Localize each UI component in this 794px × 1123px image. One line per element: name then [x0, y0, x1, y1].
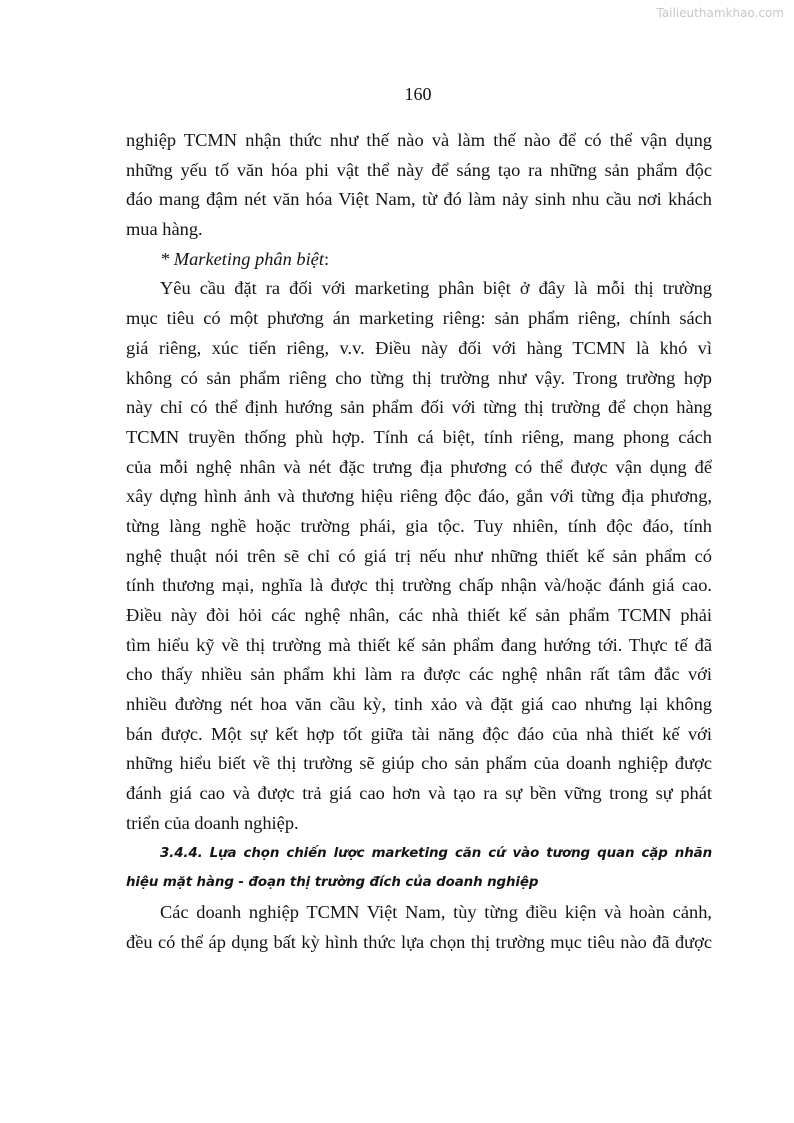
text-line: những hiểu biết về thị trường sẽ giúp cho sản phẩm của doanh nghiệp được	[126, 753, 712, 774]
section-heading-3-4-4	[126, 839, 712, 898]
text-line: mua hàng.	[126, 219, 203, 240]
paragraph-1	[126, 126, 712, 245]
section-heading-line: hiệu mặt hàng - đoạn thị trường đích của doanh nghiệp	[126, 875, 539, 891]
text-line: đều có thể áp dụng bất kỳ hình thức lựa chọn thị trường mục tiêu nào đã được	[126, 931, 712, 952]
text-line: giá riêng, xúc tiến riêng, v.v. Điều này đối với hàng TCMN là khó vì	[126, 337, 712, 358]
text-line: nghiệp TCMN nhận thức như thế nào và làm thế nào để có thể vận dụng	[126, 130, 712, 150]
subheading-text: * Marketing phân biệt	[160, 248, 324, 269]
text-line: cho thấy nhiều sản phẩm khi làm ra được các nghệ nhân rất tâm đắc với	[126, 664, 712, 685]
paragraph-2	[126, 274, 712, 838]
text-line: nhiều đường nét hoa văn cầu kỳ, tinh xảo và đặt giá cao nhưng lại không	[126, 694, 712, 715]
text-line: mục tiêu có một phương án marketing riêng: sản phẩm riêng, chính sách	[126, 308, 712, 329]
text-line: này chỉ có thể định hướng sản phẩm đối với từng thị trường để chọn hàng	[126, 397, 712, 418]
text-line: những yếu tố văn hóa phi vật thể này để sáng tạo ra những sản phẩm độc	[126, 159, 712, 180]
text-line: Các doanh nghiệp TCMN Việt Nam, tùy từng điều kiện và hoàn cảnh,	[160, 901, 712, 922]
text-line: không có sản phẩm riêng cho từng thị trường như vậy. Trong trường hợp	[126, 367, 712, 388]
paragraph-3	[126, 898, 712, 957]
page-number: 160	[404, 84, 432, 104]
document-body	[126, 126, 712, 957]
text-line: Yêu cầu đặt ra đối với marketing phân biệt ở đây là mỗi thị trường	[160, 278, 712, 299]
text-line: xây dựng hình ảnh và thương hiệu riêng độc đáo, gắn với từng địa phương,	[126, 486, 712, 507]
text-line: nghệ thuật nói trên sẽ chỉ có giá trị nếu như những thiết kế sản phẩm có	[126, 545, 712, 566]
text-line: tính thương mại, nghĩa là được thị trường chấp nhận và/hoặc đánh giá cao.	[126, 575, 712, 596]
text-line: triển của doanh nghiệp.	[126, 812, 299, 833]
text-line: đáo mang đậm nét văn hóa Việt Nam, từ đó làm nảy sinh nhu cầu nơi khách	[126, 189, 712, 210]
text-line: đánh giá cao và được trả giá cao hơn và tạo ra sự bền vững trong sự phát	[126, 783, 712, 804]
text-line: từng làng nghề hoặc trường phái, gia tộc. Tuy nhiên, tính độc đáo, tính	[126, 515, 712, 536]
text-line: tìm hiểu kỹ về thị trường mà thiết kế sản phẩm đang hướng tới. Thực tế đã	[126, 634, 712, 655]
subheading-marketing-phan-biet	[126, 245, 712, 275]
text-line: TCMN truyền thống phù hợp. Tính cá biệt, tính riêng, mang phong cách	[126, 426, 712, 447]
text-line: của mỗi nghệ nhân và nét đặc trưng địa phương có thể được vận dụng để	[126, 456, 712, 477]
watermark: Tailieuthamkhao.com	[656, 6, 784, 20]
text-line: bán được. Một sự kết hợp tốt giữa tài năng độc đáo của nhà thiết kế với	[126, 723, 712, 744]
section-heading-line: 3.4.4. Lựa chọn chiến lược marketing căn cứ vào tương quan cặp nhãn	[160, 845, 712, 861]
text-line: Điều này đòi hỏi các nghệ nhân, các nhà thiết kế sản phẩm TCMN phải	[126, 605, 712, 625]
subheading-colon: :	[323, 248, 330, 269]
